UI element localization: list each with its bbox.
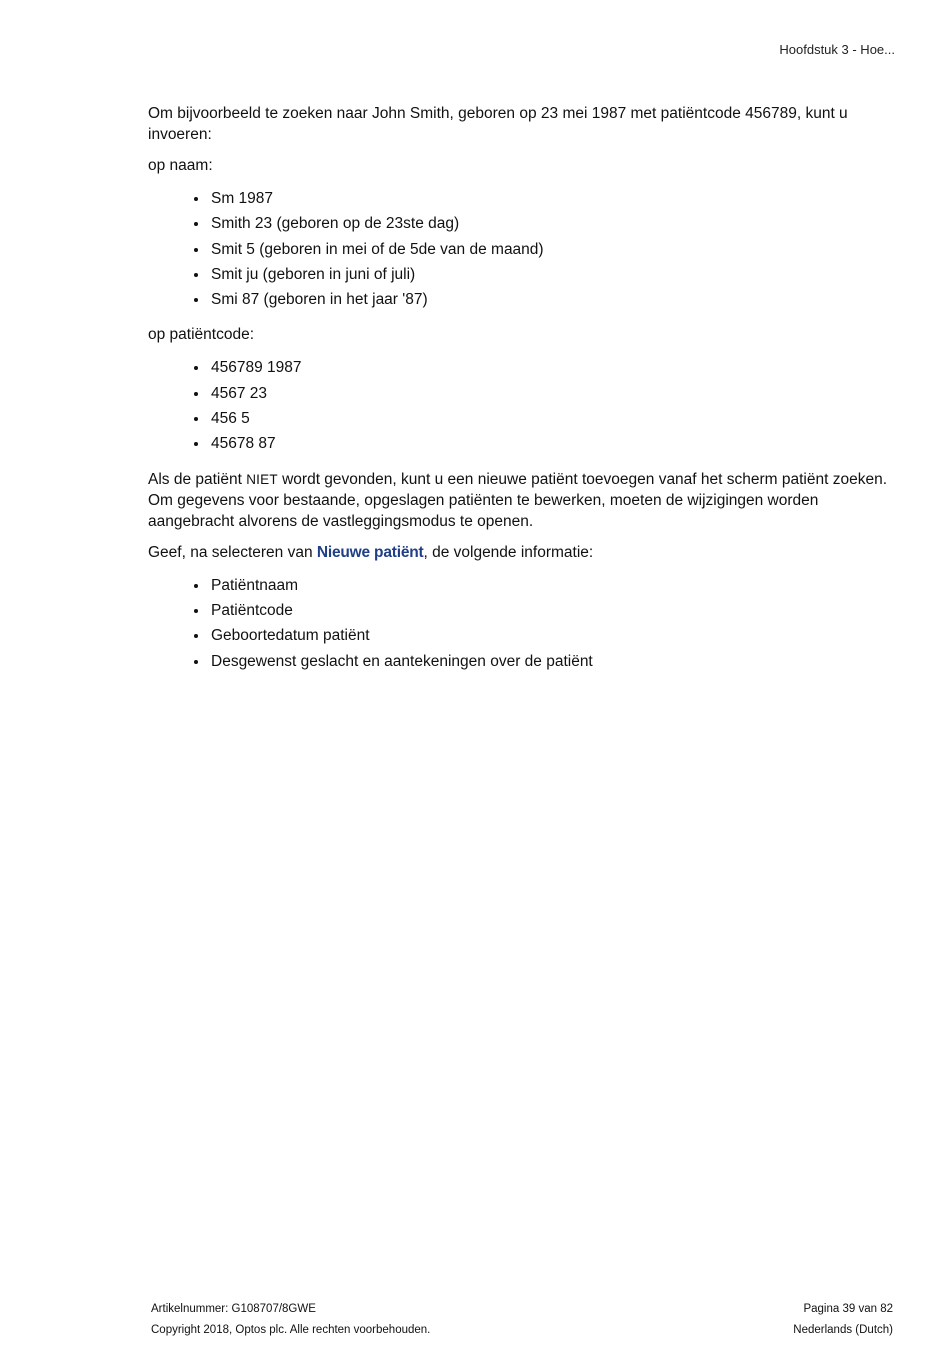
- list-item: 456789 1987: [211, 355, 898, 380]
- copyright: Copyright 2018, Optos plc. Alle rechten voorbehouden.: [151, 1324, 431, 1336]
- list-item: Smit ju (geboren in juni of juli): [211, 262, 898, 287]
- list-item: Smi 87 (geboren in het jaar '87): [211, 287, 898, 312]
- list-item: Smith 23 (geboren op de 23ste dag): [211, 211, 898, 236]
- page-number: Pagina 39 van 82: [803, 1303, 893, 1315]
- by-code-label: op patiëntcode:: [148, 326, 255, 344]
- list-item: Smit 5 (geboren in mei of de 5de van de maand): [211, 237, 898, 262]
- new-patient-text-1: Geef, na selecteren van: [148, 543, 317, 561]
- new-patient-info-list: [148, 573, 898, 674]
- not-found-text-1: Als de patiënt: [148, 470, 247, 488]
- list-item: Desgewenst geslacht en aantekeningen over de patiënt: [211, 649, 898, 674]
- by-name-list: [148, 186, 898, 312]
- new-patient-text-2: , de volgende informatie:: [423, 543, 594, 561]
- list-item: 4567 23: [211, 381, 898, 406]
- by-code-list: [148, 355, 898, 456]
- new-patient-paragraph: [148, 542, 898, 563]
- list-item: Sm 1987: [211, 186, 898, 211]
- list-item: Patiëntnaam: [211, 573, 898, 598]
- page-content: [148, 103, 898, 686]
- list-item: Patiëntcode: [211, 598, 898, 623]
- intro-paragraph: Om bijvoorbeeld te zoeken naar John Smith, geboren op 23 mei 1987 met patiëntcode 456789, kunt u invoeren:: [148, 105, 848, 143]
- list-item: 45678 87: [211, 431, 898, 456]
- by-name-label: op naam:: [148, 157, 213, 174]
- list-item: 456 5: [211, 406, 898, 431]
- not-emphasis: NIET: [246, 471, 278, 487]
- article-number: Artikelnummer: G108707/8GWE: [151, 1303, 316, 1315]
- running-header: Hoofdstuk 3 - Hoe...: [779, 42, 895, 57]
- not-found-text-2: wordt gevonden, kunt u een nieuwe patiënt toevoegen vanaf het scherm patiënt zoeken. Om gegevens voor bestaande, opgeslagen patiënten te bewerken, moeten de wijzigingen worden aangebracht alvorens de vastleggingsmodus te openen.: [148, 470, 888, 530]
- not-found-paragraph: [148, 469, 898, 532]
- new-patient-ui-reference: Nieuwe patiënt: [316, 543, 424, 561]
- language: Nederlands (Dutch): [793, 1324, 893, 1336]
- list-item: Geboortedatum patiënt: [211, 623, 898, 648]
